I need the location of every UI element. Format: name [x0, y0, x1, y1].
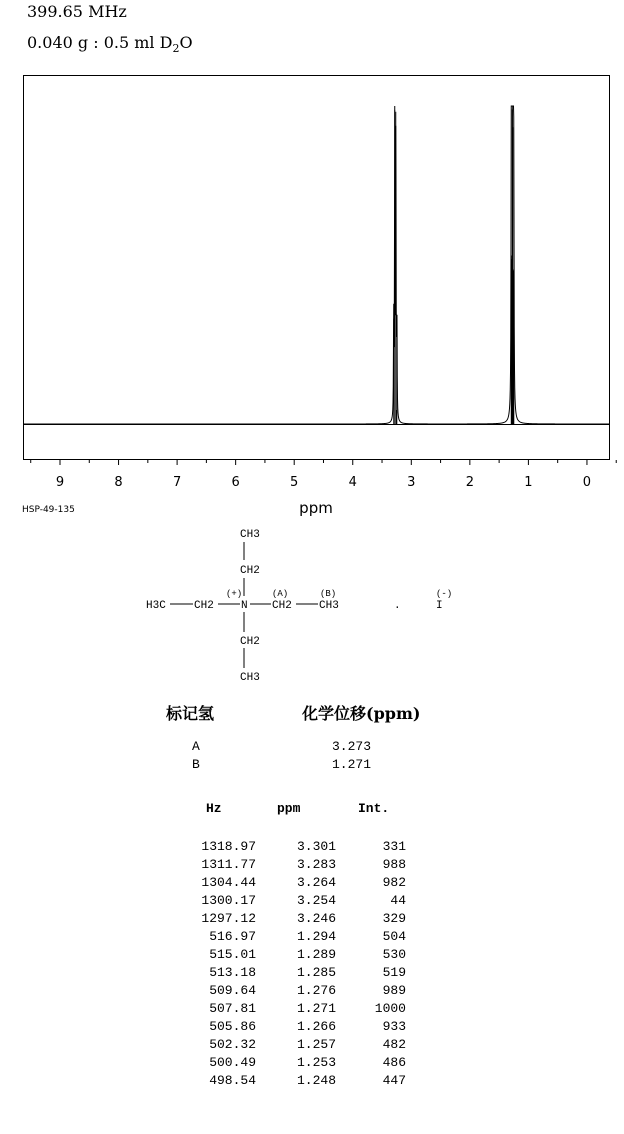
ch2-top: CH2 — [240, 565, 260, 577]
right-ch3: CH3 — [319, 600, 339, 612]
iodide-charge: (-) — [436, 589, 453, 599]
peak-table-cell: 989 — [382, 983, 406, 998]
peak-table-cell: 500.49 — [209, 1055, 256, 1070]
peak-table-cell: 530 — [382, 947, 406, 962]
assignment-row-b-label: B — [192, 757, 200, 772]
peak-table-header-int: Int. — [358, 801, 390, 816]
sample-subscript: 2 — [172, 42, 180, 56]
peak-table-cell: 482 — [382, 1037, 406, 1052]
spectrometer-frequency: 399.65 MHz — [27, 2, 127, 21]
right-ch2: CH2 — [272, 600, 292, 612]
peak-table-cell: 509.64 — [209, 983, 256, 998]
label-b: (B) — [320, 589, 337, 599]
ch3-top: CH3 — [240, 529, 260, 541]
peak-table-cell: 331 — [382, 839, 406, 854]
plot-frame — [24, 76, 610, 460]
tick-label-1: 1 — [524, 475, 533, 490]
peak-table-cell: 1000 — [374, 1001, 406, 1016]
nitrogen: N — [241, 600, 248, 612]
peak-table-cell: 505.86 — [209, 1019, 256, 1034]
salt-dot: . — [394, 600, 401, 612]
peak-table-cell: 1.248 — [296, 1073, 336, 1088]
assignment-header-shift: 化学位移(ppm) — [302, 704, 421, 723]
peak-table-cell: 1300.17 — [201, 893, 256, 908]
peak-table-cell: 486 — [382, 1055, 406, 1070]
peak-table-cell: 516.97 — [209, 929, 256, 944]
nmr-spectrum-chart — [0, 0, 624, 530]
peak-table-cell: 1.271 — [296, 1001, 336, 1016]
ch2-bottom: CH2 — [240, 636, 260, 648]
peak-table-cell: 3.283 — [296, 857, 336, 872]
tick-label-7: 7 — [172, 475, 182, 490]
peak-table-cell: 1.266 — [296, 1019, 336, 1034]
peak-table-cell: 1311.77 — [201, 857, 256, 872]
tick-label-5: 5 — [290, 475, 299, 490]
peak-table-cell: 513.18 — [209, 965, 256, 980]
peak-table-cell: 1.285 — [296, 965, 336, 980]
peak-table-cell: 988 — [382, 857, 406, 872]
assignment-row-a-label: A — [192, 739, 200, 754]
peak-table-cell: 3.246 — [296, 911, 336, 926]
peak-table-header-hz: Hz — [206, 801, 222, 816]
peak-table-cell: 447 — [382, 1073, 406, 1088]
peak-table-cell: 329 — [382, 911, 406, 926]
structure-diagram — [0, 520, 624, 690]
sample-suffix: O — [179, 33, 193, 52]
n-charge: (+) — [226, 589, 243, 599]
tick-label-3: 3 — [407, 475, 416, 490]
peak-table-header-ppm: ppm — [277, 801, 301, 816]
x-axis-label: ppm — [299, 499, 333, 517]
tick-label-4: 4 — [348, 475, 357, 490]
tick-label-9: 9 — [55, 475, 65, 490]
peak-marks — [394, 106, 514, 424]
assignment-row-b-shift: 1.271 — [332, 757, 372, 772]
spectrum-code: HSP-49-135 — [22, 505, 75, 515]
peak-table-cell: 3.264 — [296, 875, 336, 890]
tick-label-0: 0 — [582, 475, 592, 490]
x-axis-tick-labels — [56, 475, 591, 490]
peak-table-cell: 1304.44 — [201, 875, 256, 890]
peak-table-cell: 1.276 — [296, 983, 336, 998]
assignment-header-label: 标记氢 — [166, 704, 215, 723]
peak-table-cell: 507.81 — [209, 1001, 256, 1016]
peak-table-cell: 498.54 — [209, 1073, 256, 1088]
peak-table-cell: 504 — [382, 929, 406, 944]
peak-table-cell: 1.294 — [296, 929, 336, 944]
peak-table-cell: 44 — [390, 893, 406, 908]
ch3-bottom: CH3 — [240, 672, 260, 684]
sample-prefix: 0.040 g : 0.5 ml D — [27, 33, 173, 52]
peak-table-cell: 933 — [382, 1019, 406, 1034]
spectrum-trace — [24, 106, 609, 424]
peak-table-cell: 515.01 — [209, 947, 256, 962]
left-ch3: H3C — [146, 600, 166, 612]
peak-table-cell: 1.253 — [296, 1055, 336, 1070]
peak-table-cell: 982 — [382, 875, 406, 890]
label-a: (A) — [272, 589, 289, 599]
peak-table-cell: 3.254 — [296, 893, 336, 908]
peak-table-cell: 1318.97 — [201, 839, 256, 854]
peak-table-cell: 1.257 — [296, 1037, 336, 1052]
tick-label-8: 8 — [114, 475, 123, 490]
peak-table-cell: 1.289 — [296, 947, 336, 962]
tick-label-6: 6 — [231, 475, 240, 490]
left-ch2: CH2 — [194, 600, 214, 612]
assignment-row-a-shift: 3.273 — [332, 739, 372, 754]
peak-table-cell: 3.301 — [296, 839, 336, 854]
peak-table-cell: 519 — [382, 965, 406, 980]
iodide: I — [436, 600, 443, 612]
peak-table-cell: 1297.12 — [201, 911, 256, 926]
peak-table-cell: 502.32 — [209, 1037, 256, 1052]
x-axis-ticks — [31, 460, 617, 465]
tick-label-2: 2 — [465, 475, 474, 490]
